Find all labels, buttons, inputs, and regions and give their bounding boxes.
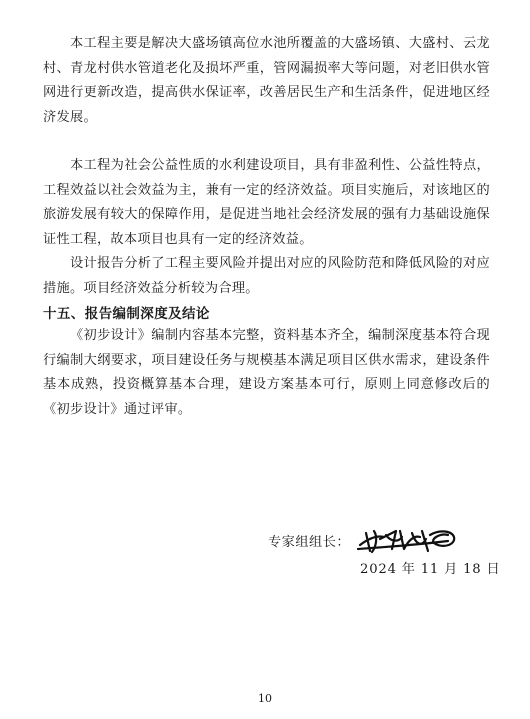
signature-label: 专家组组长： [268,534,351,550]
section-heading: 十五、报告编制深度及结论 [43,306,210,322]
paragraph-social-benefit: 本工程为社会公益性质的水利建设项目，具有非盈利性、公益性特点，工程效益以社会效益为主，兼有一定的经济效益。项目实施后，对该地区的旅游发展有较大的保障作用，是促进当地社会经济发展的强有力基础设施保证性工程，故本项目也具有一定的经济效益。 [43,158,490,247]
page-number: 10 [258,692,272,705]
paragraph-conclusion: 《初步设计》编制内容基本完整，资料基本齐全，编制深度基本符合现行编制大纲要求，项目建设任务与规模基本满足项目区供水需求，建设条件基本成熟，投资概算基本合理，建设方案基本可行，原则上同意修改后的《初步设计》通过评审。 [43,328,490,417]
signature-row [268,525,466,555]
paragraph-risk-analysis: 设计报告分析了工程主要风险并提出对应的风险防范和降低风险的对应措施。项目经济效益分析较为合理。 [43,256,490,296]
paragraph-project-purpose: 本工程主要是解决大盛场镇高位水池所覆盖的大盛场镇、大盛村、云龙村、青龙村供水管道老化及损坏严重，管网漏损率大等问题，对老旧供水管网进行更新改造，提高供水保证率，改善居民生产和生活条件，促进地区经济发展。 [43,36,490,125]
handwritten-signature-icon [356,525,466,555]
signature-date: 2024 年 11 月 18 日 [360,562,501,577]
